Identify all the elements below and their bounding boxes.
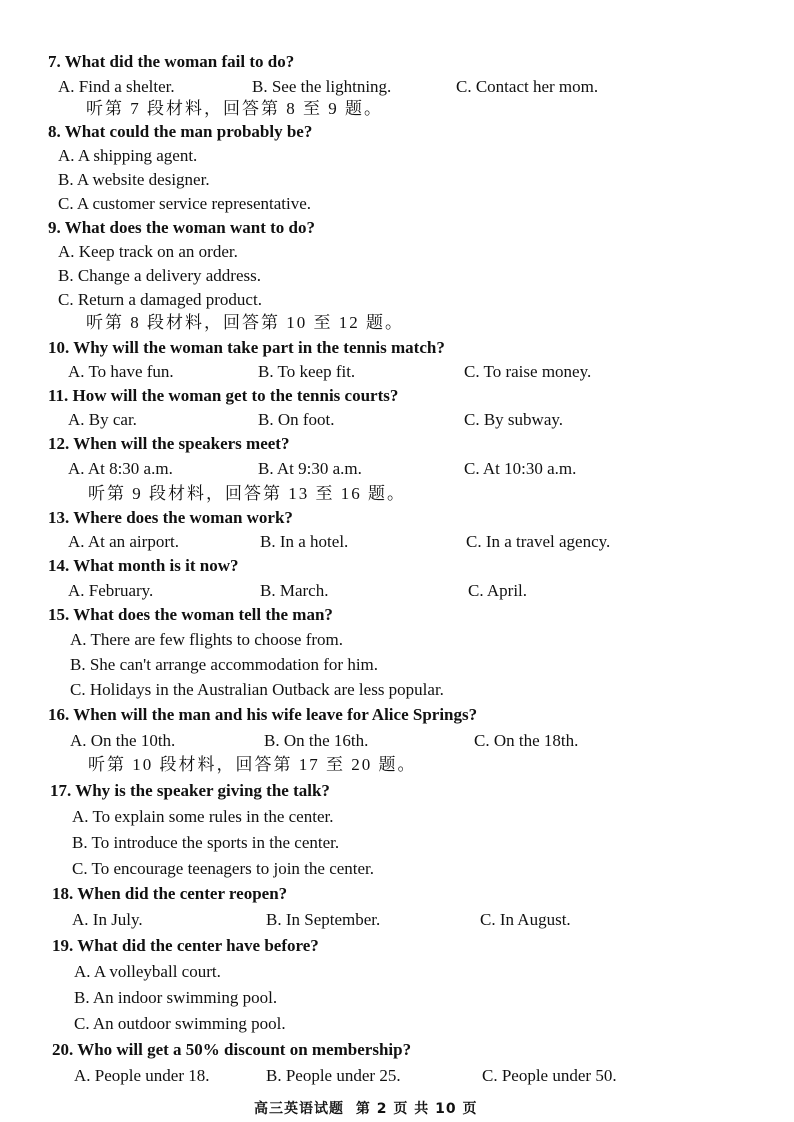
q18-option-c: C. In August. [480, 910, 571, 929]
question-16: 16. When will the man and his wife leave for Alice Springs? [48, 705, 478, 724]
q11-option-a: A. By car. [68, 410, 137, 429]
q12-option-b: B. At 9:30 a.m. [258, 459, 362, 478]
q20-option-b: B. People under 25. [266, 1066, 401, 1085]
question-19: 19. What did the center have before? [52, 936, 319, 955]
q9-option-c: C. Return a damaged product. [58, 290, 262, 309]
q12-option-c: C. At 10:30 a.m. [464, 459, 577, 478]
q14-option-c: C. April. [468, 581, 528, 600]
q14-option-b: B. March. [260, 581, 329, 600]
q20-option-a: A. People under 18. [74, 1066, 210, 1085]
q16-option-c: C. On the 18th. [474, 731, 579, 750]
q13-option-c: C. In a travel agency. [466, 532, 611, 551]
q18-option-a: A. In July. [72, 910, 143, 929]
q15-option-c: C. Holidays in the Australian Outback are less popular. [70, 680, 444, 699]
q8-option-b: B. A website designer. [58, 170, 210, 189]
q15-option-b: B. She can't arrange accommodation for him. [70, 655, 379, 674]
q16-option-a: A. On the 10th. [70, 731, 176, 750]
question-17: 17. Why is the speaker giving the talk? [50, 781, 330, 800]
q7-option-b: B. See the lightning. [252, 77, 392, 96]
question-20: 20. Who will get a 50% discount on membership? [52, 1040, 412, 1059]
question-12: 12. When will the speakers meet? [48, 434, 290, 453]
q7-option-c: C. Contact her mom. [456, 77, 599, 96]
section-heading-10: 听第 10 段材料，回答第 17 至 20 题。 [88, 755, 417, 774]
q14-option-a: A. February. [68, 581, 154, 600]
q15-option-a: A. There are few flights to choose from. [70, 630, 344, 649]
question-10: 10. Why will the woman take part in the tennis match? [48, 338, 445, 357]
q10-option-b: B. To keep fit. [258, 362, 356, 381]
q20-option-c: C. People under 50. [482, 1066, 617, 1085]
section-heading-7: 听第 7 段材料，回答第 8 至 9 题。 [86, 99, 383, 118]
q13-option-a: A. At an airport. [68, 532, 179, 551]
question-7: 7. What did the woman fail to do? [48, 52, 295, 71]
section-heading-8: 听第 8 段材料，回答第 10 至 12 题。 [86, 313, 404, 332]
question-8: 8. What could the man probably be? [48, 122, 313, 141]
q17-option-b: B. To introduce the sports in the center. [72, 833, 340, 852]
q12-option-a: A. At 8:30 a.m. [68, 459, 173, 478]
q9-option-a: A. Keep track on an order. [58, 242, 238, 261]
q8-option-c: C. A customer service representative. [58, 194, 312, 213]
page-footer [254, 1098, 483, 1118]
q8-option-a: A. A shipping agent. [58, 146, 198, 165]
question-9: 9. What does the woman want to do? [48, 218, 315, 237]
q10-option-a: A. To have fun. [68, 362, 174, 381]
exam-title: 高三英语试题 [254, 1101, 344, 1117]
q19-option-b: B. An indoor swimming pool. [74, 988, 278, 1007]
question-11: 11. How will the woman get to the tennis courts? [48, 386, 399, 405]
question-14: 14. What month is it now? [48, 556, 239, 575]
q11-option-b: B. On foot. [258, 410, 335, 429]
q18-option-b: B. In September. [266, 910, 381, 929]
q7-option-a: A. Find a shelter. [58, 77, 175, 96]
question-15: 15. What does the woman tell the man? [48, 605, 333, 624]
q9-option-b: B. Change a delivery address. [58, 266, 261, 285]
question-18: 18. When did the center reopen? [52, 884, 288, 903]
section-heading-9: 听第 9 段材料，回答第 13 至 16 题。 [88, 484, 406, 503]
q13-option-b: B. In a hotel. [260, 532, 349, 551]
q10-option-c: C. To raise money. [464, 362, 592, 381]
q17-option-a: A. To explain some rules in the center. [72, 807, 334, 826]
page-number: 第 2 页 共 10 页 [355, 1101, 478, 1117]
q11-option-c: C. By subway. [464, 410, 564, 429]
q19-option-a: A. A volleyball court. [74, 962, 221, 981]
question-13: 13. Where does the woman work? [48, 508, 293, 527]
q17-option-c: C. To encourage teenagers to join the center. [72, 859, 375, 878]
q16-option-b: B. On the 16th. [264, 731, 369, 750]
q19-option-c: C. An outdoor swimming pool. [74, 1014, 286, 1033]
